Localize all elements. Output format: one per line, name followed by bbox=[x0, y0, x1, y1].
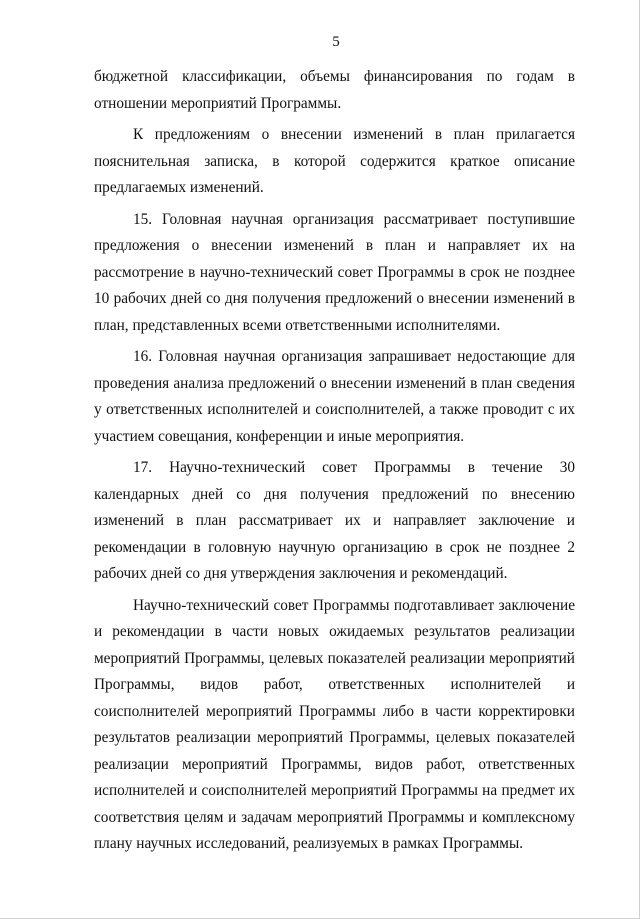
page-number: 5 bbox=[332, 34, 340, 50]
paragraph-clause-17: 17. Научно-технический совет Программы в течение 30 календарных дней со дня получения предложений по внесению изменений в план рассматривает их и направляет заключение и рекомендации в головную научную организацию в срок не позднее 2 рабочих дней со дня утверждения заключения и рекомендаций. bbox=[94, 459, 575, 582]
paragraph-clause-16: 16. Головная научная организация запрашивает недостающие для проведения анализа предложений о внесении изменений в план сведения у ответственных исполнителей и соисполнителей, а также проводит с их участием совещания, конференции и иные мероприятия. bbox=[94, 348, 575, 445]
paragraph-explanatory-note: К предложениям о внесении изменений в план прилагается пояснительная записка, в которой содержится краткое описание предлагаемых изменений. bbox=[94, 126, 575, 196]
paragraph-continued: бюджетной классификации, объемы финансирования по годам в отношении мероприятий Программы. bbox=[94, 68, 575, 112]
paragraph-council-conclusion: Научно-технический совет Программы подготавливает заключение и рекомендации в части новых ожидаемых результатов реализации мероприятий Программы, целевых показателей реализации мероприятий Программы, видов работ, ответственных исполнителей и соисполнителей мероприятий Программы либо в части корректировки результатов реализации мероприятий Программы, целевых показателей реализации мероприятий Программы, видов работ, ответственных исполнителей и соисполнителей мероприятий Программы на предмет их соответствия целям и задачам мероприятий Программы и комплексному плану научных исследований, реализуемых в рамках Программы. bbox=[94, 596, 575, 852]
paragraph-clause-15: 15. Головная научная организация рассматривает поступившие предложения о внесении изменений в план и направляет их на рассмотрение в научно-технический совет Программы в срок не позднее 10 рабочих дней со дня получения предложений о внесении изменений в план, представленных всеми ответственными исполнителями. bbox=[94, 210, 575, 334]
document-body bbox=[94, 64, 575, 863]
